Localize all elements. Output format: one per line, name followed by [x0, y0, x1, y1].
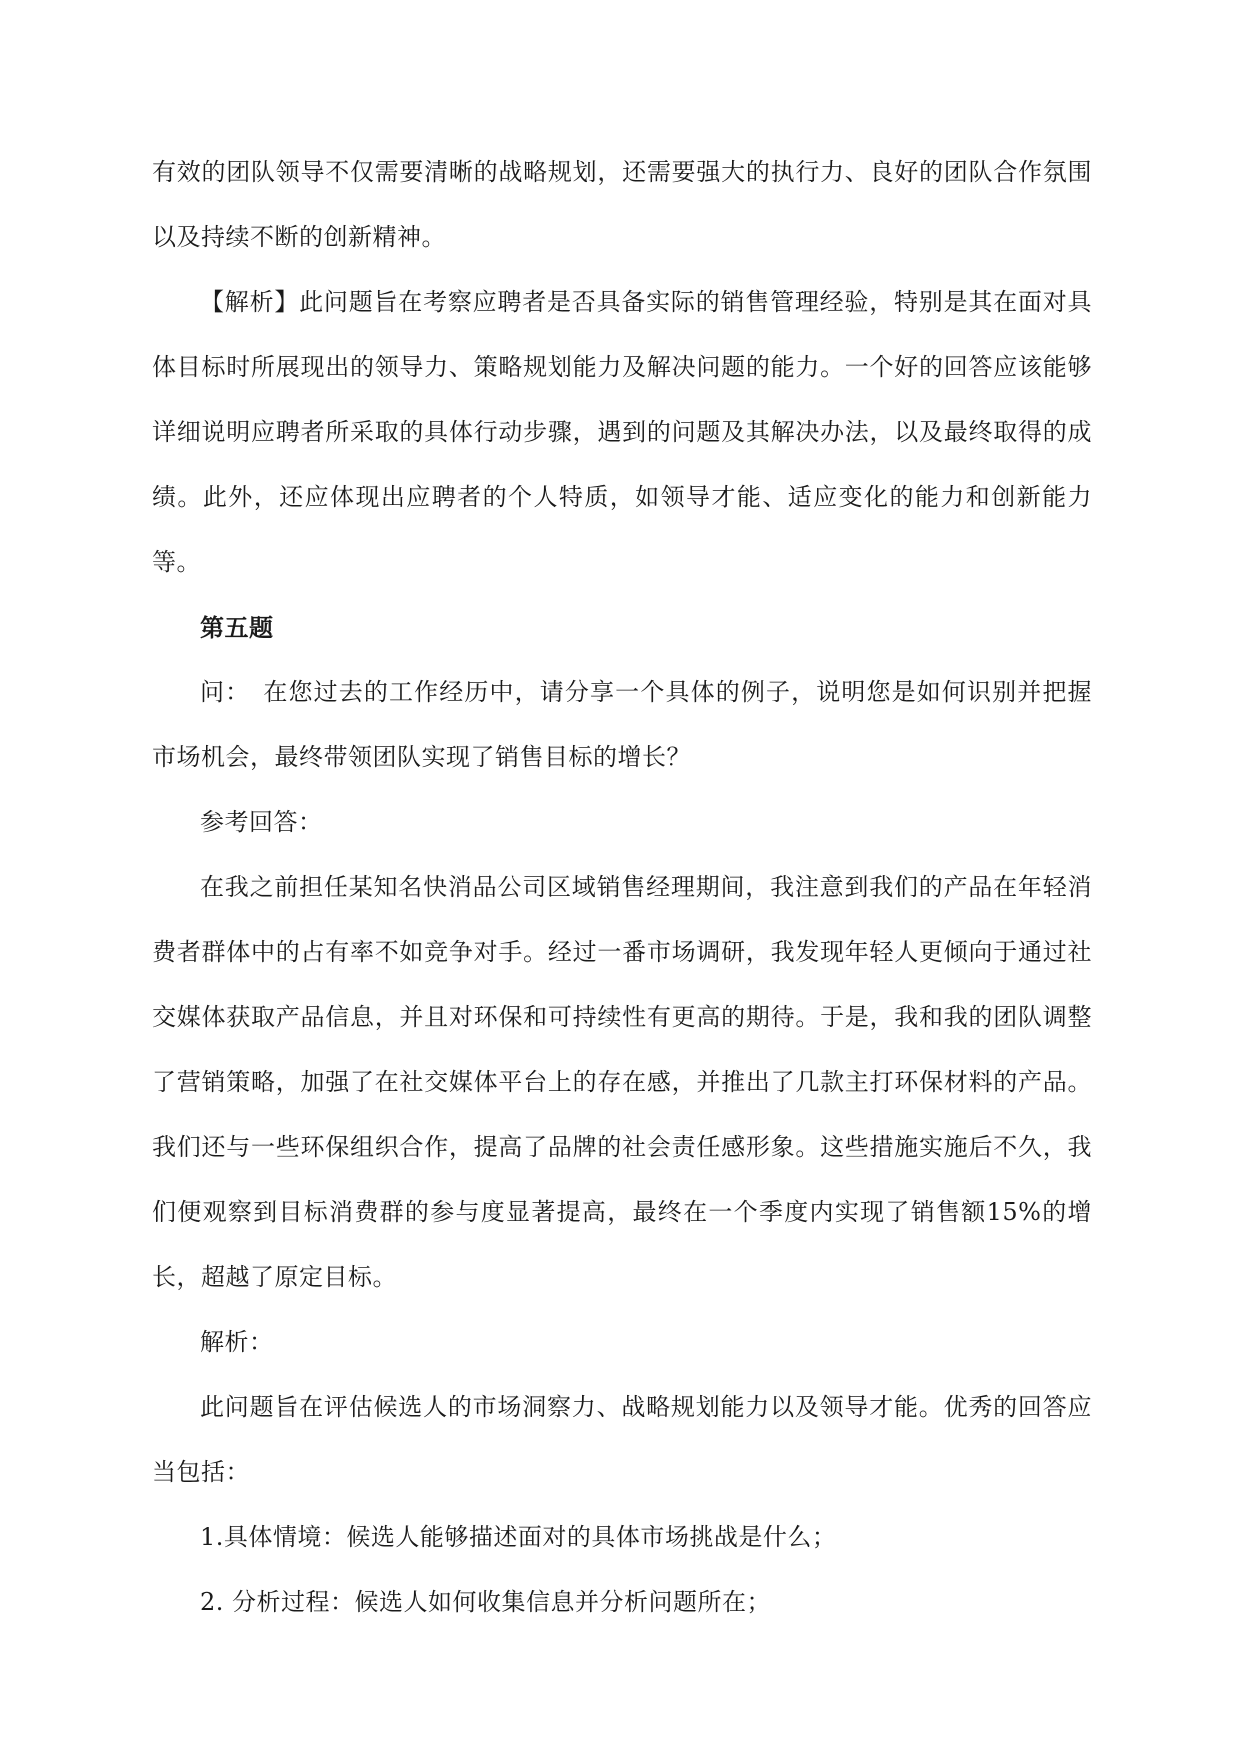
question-text-5: 问： 在您过去的工作经历中，请分享一个具体的例子，说明您是如何识别并把握市场机会，最终带领团队实现了销售目标的增长？ — [152, 678, 1092, 771]
analysis-label: 解析： — [200, 1328, 274, 1356]
reference-answer-text: 在我之前担任某知名快消品公司区域销售经理期间，我注意到我们的产品在年轻消费者群体中的占有率不如竞争对手。经过一番市场调研，我发现年轻人更倾向于通过社交媒体获取产品信息，并且对环保和可持续性有更高的期待。于是，我和我的团队调整了营销策略，加强了在社交媒体平台上的存在感，并推出了几款主打环保材料的产品。我们还与一些环保组织合作，提高了品牌的社会责任感形象。这些措施实施后不久，我们便观察到目标消费群的参与度显著提高，最终在一个季度内实现了销售额15%的增长，超越了原定目标。 — [152, 873, 1092, 1291]
list-item-2: 2. 分析过程：候选人如何收集信息并分析问题所在； — [200, 1588, 772, 1616]
document-page — [152, 140, 1092, 1635]
paragraph-team-leadership: 有效的团队领导不仅需要清晰的战略规划，还需要强大的执行力、良好的团队合作氛围以及持续不断的创新精神。 — [152, 158, 1092, 251]
question-heading-5: 第五题 — [200, 613, 274, 642]
analysis-text: 此问题旨在评估候选人的市场洞察力、战略规划能力以及领导才能。优秀的回答应当包括： — [152, 1393, 1092, 1486]
list-item-1: 1.具体情境：候选人能够描述面对的具体市场挑战是什么； — [200, 1523, 837, 1551]
reference-answer-label: 参考回答： — [200, 808, 323, 836]
paragraph-analysis-q4: 【解析】此问题旨在考察应聘者是否具备实际的销售管理经验，特别是其在面对具体目标时所展现出的领导力、策略规划能力及解决问题的能力。一个好的回答应该能够详细说明应聘者所采取的具体行动步骤，遇到的问题及其解决办法，以及最终取得的成绩。此外，还应体现出应聘者的个人特质，如领导才能、适应变化的能力和创新能力等。 — [152, 288, 1092, 576]
